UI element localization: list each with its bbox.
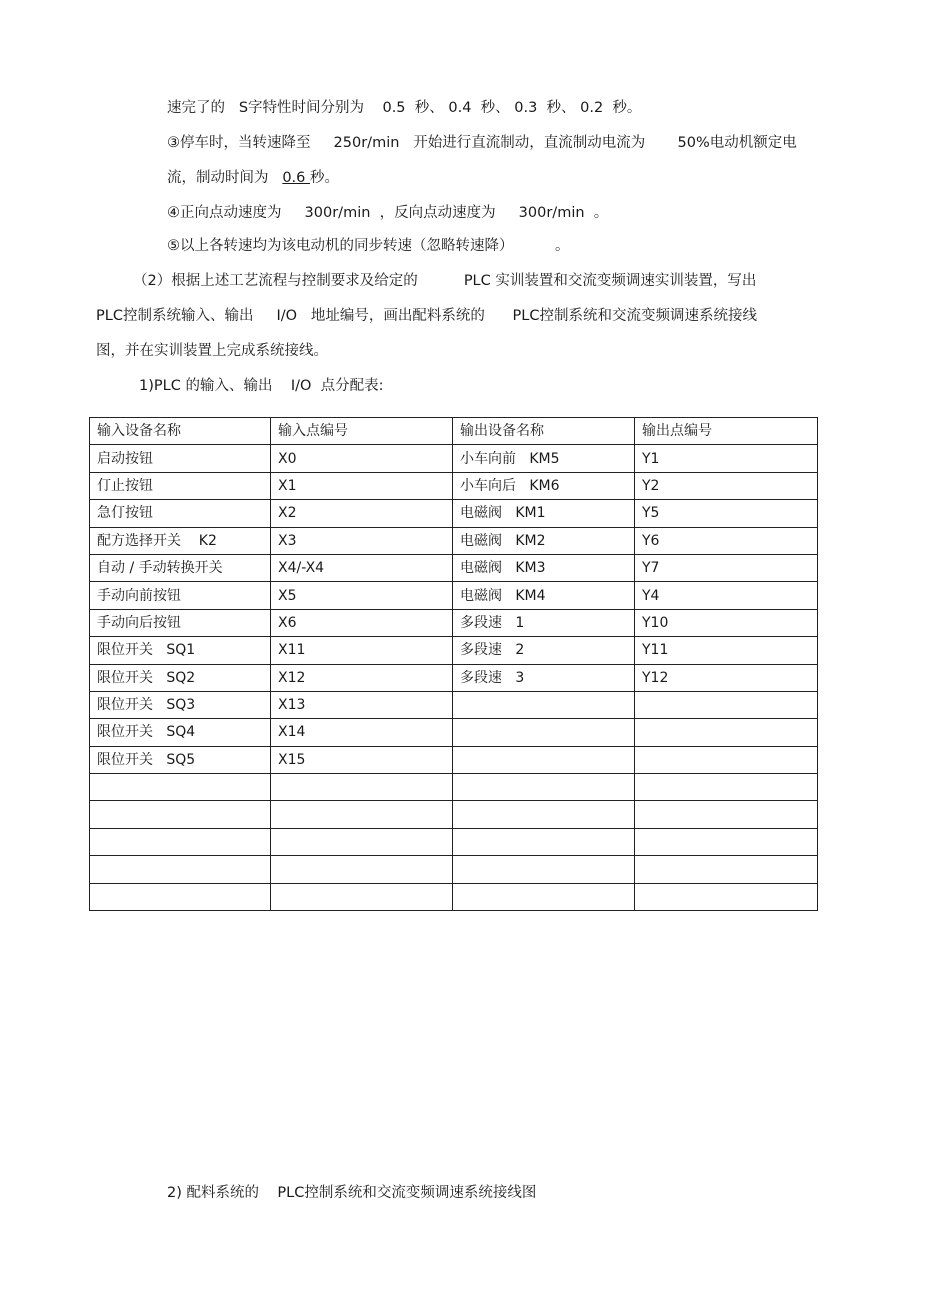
table-row: [90, 856, 818, 883]
cell-output-device: 电磁阀 KM1: [453, 500, 635, 527]
braking-time-suffix: 秒。: [310, 170, 339, 186]
cell-input-device: 手动向前按钮: [90, 582, 271, 609]
braking-time-value: 0.6: [282, 170, 310, 186]
cell-output-point: [635, 691, 818, 718]
paragraph-s-curve-times: 速完了的 S字特性时间分别为 0.5 秒、 0.4 秒、 0.3 秒、 0.2 秒。: [167, 100, 642, 116]
cell-output-device: [453, 856, 635, 883]
cell-input-device: [90, 828, 271, 855]
cell-output-device: 小车向后 KM6: [453, 472, 635, 499]
cell-output-point: Y10: [635, 609, 818, 636]
cell-output-device: [453, 691, 635, 718]
cell-output-device: [453, 746, 635, 773]
cell-input-device: 配方选择开关 K2: [90, 527, 271, 554]
cell-output-point: Y12: [635, 664, 818, 691]
cell-input-point: X5: [271, 582, 453, 609]
header-output-point: 输出点编号: [635, 418, 818, 445]
cell-output-point: [635, 719, 818, 746]
table-row: [90, 774, 818, 801]
cell-input-device: [90, 883, 271, 910]
cell-output-point: Y4: [635, 582, 818, 609]
cell-output-device: 电磁阀 KM3: [453, 554, 635, 581]
cell-output-device: 电磁阀 KM4: [453, 582, 635, 609]
cell-input-point: [271, 856, 453, 883]
table-row: [90, 445, 818, 472]
header-output-device: 输出设备名称: [453, 418, 635, 445]
table-row: [90, 500, 818, 527]
paragraph-braking-time: [167, 168, 339, 188]
cell-input-device: 启动按钮: [90, 445, 271, 472]
cell-input-device: 限位开关 SQ4: [90, 719, 271, 746]
cell-output-point: Y6: [635, 527, 818, 554]
table-row: [90, 554, 818, 581]
cell-output-point: [635, 828, 818, 855]
cell-output-point: Y2: [635, 472, 818, 499]
cell-input-point: [271, 801, 453, 828]
table-row: [90, 719, 818, 746]
cell-input-point: X2: [271, 500, 453, 527]
cell-output-device: 电磁阀 KM2: [453, 527, 635, 554]
paragraph-stop-braking: ③停车时，当转速降至 250r/min 开始进行直流制动，直流制动电流为 50%电动机额定电: [167, 135, 797, 151]
cell-input-device: [90, 774, 271, 801]
table-row: [90, 609, 818, 636]
cell-output-point: Y7: [635, 554, 818, 581]
cell-input-device: 手动向后按钮: [90, 609, 271, 636]
cell-input-point: X0: [271, 445, 453, 472]
cell-input-point: X15: [271, 746, 453, 773]
table-row: [90, 883, 818, 910]
cell-input-point: X4/-X4: [271, 554, 453, 581]
paragraph-task-2: （2）根据上述工艺流程与控制要求及给定的 PLC 实训装置和交流变频调速实训装置，写出: [133, 273, 757, 289]
cell-output-device: 多段速 2: [453, 637, 635, 664]
cell-input-point: X6: [271, 609, 453, 636]
cell-input-point: X13: [271, 691, 453, 718]
braking-time-prefix: 流，制动时间为: [167, 170, 283, 186]
cell-input-device: 急仃按钮: [90, 500, 271, 527]
cell-input-device: 限位开关 SQ5: [90, 746, 271, 773]
cell-input-device: 限位开关 SQ3: [90, 691, 271, 718]
cell-input-point: [271, 828, 453, 855]
cell-output-point: Y11: [635, 637, 818, 664]
cell-output-device: 小车向前 KM5: [453, 445, 635, 472]
cell-output-point: [635, 746, 818, 773]
paragraph-task-2-end: 图，并在实训装置上完成系统接线。: [96, 343, 328, 359]
wiring-diagram-caption: 2) 配料系统的 PLC控制系统和交流变频调速系统接线图: [167, 1185, 537, 1201]
table-row: [90, 664, 818, 691]
cell-output-device: [453, 719, 635, 746]
cell-output-point: [635, 801, 818, 828]
header-input-point: 输入点编号: [271, 418, 453, 445]
paragraph-sync-speed: ⑤以上各转速均为该电动机的同步转速（忽略转速降） 。: [167, 238, 570, 254]
paragraph-task-2-cont: PLC控制系统输入、输出 I/O 地址编号，画出配料系统的 PLC控制系统和交流变频调速系统接线: [96, 308, 757, 324]
cell-input-device: [90, 856, 271, 883]
cell-output-point: Y1: [635, 445, 818, 472]
cell-input-point: X3: [271, 527, 453, 554]
cell-output-device: [453, 828, 635, 855]
io-allocation-table: [89, 417, 818, 911]
table-row: [90, 637, 818, 664]
table-row: [90, 691, 818, 718]
cell-output-point: [635, 774, 818, 801]
cell-input-device: 限位开关 SQ2: [90, 664, 271, 691]
cell-output-device: [453, 774, 635, 801]
cell-input-device: [90, 801, 271, 828]
cell-input-device: 自动 / 手动转换开关: [90, 554, 271, 581]
table-row: [90, 746, 818, 773]
paragraph-jog-speed: ④正向点动速度为 300r/min ，反向点动速度为 300r/min 。: [167, 205, 609, 221]
cell-input-point: X1: [271, 472, 453, 499]
cell-input-point: X14: [271, 719, 453, 746]
cell-input-point: [271, 774, 453, 801]
cell-input-point: X11: [271, 637, 453, 664]
io-table-caption: 1)PLC 的输入、输出 I/O 点分配表:: [139, 378, 384, 394]
cell-input-point: X12: [271, 664, 453, 691]
cell-output-device: [453, 883, 635, 910]
table-header-row: [90, 418, 818, 445]
table-row: [90, 527, 818, 554]
table-row: [90, 582, 818, 609]
table-row: [90, 801, 818, 828]
cell-output-device: [453, 801, 635, 828]
cell-output-point: [635, 883, 818, 910]
cell-input-point: [271, 883, 453, 910]
cell-input-device: 限位开关 SQ1: [90, 637, 271, 664]
table-row: [90, 472, 818, 499]
cell-output-point: Y5: [635, 500, 818, 527]
cell-output-point: [635, 856, 818, 883]
cell-output-device: 多段速 1: [453, 609, 635, 636]
cell-input-device: 仃止按钮: [90, 472, 271, 499]
cell-output-device: 多段速 3: [453, 664, 635, 691]
table-row: [90, 828, 818, 855]
header-input-device: 输入设备名称: [90, 418, 271, 445]
